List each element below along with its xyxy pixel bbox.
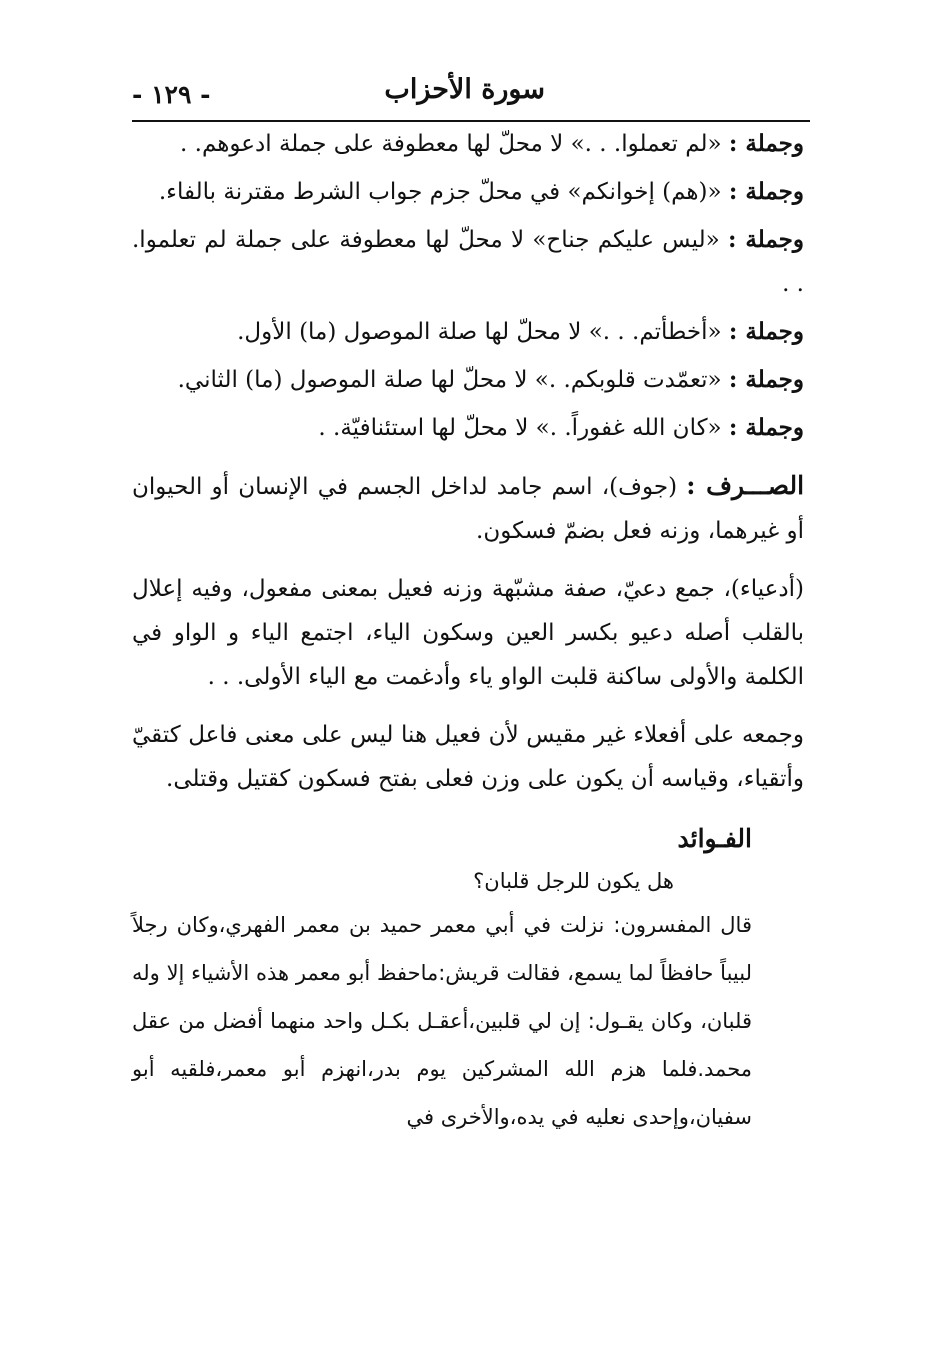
surah-title: سورة الأحزاب: [384, 74, 545, 105]
sarf-text: (جوف)، اسم جامد لداخل الجسم في الإنسان أو الحيوان أو غيرهما، وزنه فعل بضمّ فسكون.: [132, 474, 804, 544]
irab-entry-text: «(هم) إخوانكم» في محلّ جزم جواب الشرط مقترنة بالفاء.: [158, 179, 722, 205]
irab-entry: [132, 310, 804, 354]
body-text: [132, 122, 804, 1141]
irab-entry: [132, 358, 804, 402]
irab-entry: [132, 122, 804, 166]
irab-entry-text: «لم تعملوا. . .» لا محلّ لها معطوفة على جملة ادعوهم. .: [180, 131, 722, 157]
irab-entry-head: وجملة :: [728, 318, 804, 345]
irab-entry-text: «تعمّدت قلوبكم. .» لا محلّ لها صلة الموصول (ما) الثاني.: [177, 367, 722, 393]
irab-entry-text: «كان الله غفوراً. .» لا محلّ لها استئنافيّة. .: [318, 415, 722, 441]
irab-entry-head: وجملة :: [728, 130, 804, 157]
sarf-paragraph: [132, 464, 804, 553]
irab-entry: [132, 170, 804, 214]
sarf-paragraph: (أدعياء)، جمع دعيّ، صفة مشبّهة وزنه فعيل بمعنى مفعول، وفيه إعلال بالقلب أصله دعيو بكسر العين وسكون الياء، اجتمع الياء و الواو في الكلمة والأولى ساكنة قلبت الواو ياء وأدغمت مع الياء الأولى. . .: [132, 576, 805, 690]
irab-entry-head: وجملة :: [727, 226, 804, 253]
page-number: - ١٢٩ -: [132, 80, 211, 109]
fawaid-heading: الفـوائد: [677, 824, 752, 853]
irab-entry-head: وجملة :: [728, 414, 804, 441]
irab-entry-head: وجملة :: [728, 366, 804, 393]
irab-entry-text: «ليس عليكم جناح» لا محلّ لها معطوفة على جملة لم تعلموا. . .: [132, 227, 804, 297]
irab-entry: [132, 218, 804, 306]
fawaid-question: هل يكون للرجل قلبان؟: [473, 869, 674, 893]
page-header: [132, 68, 810, 120]
irab-entry-head: وجملة :: [728, 178, 804, 205]
sarf-paragraph: وجمعه على أفعلاء غير مقيس لأن فعيل هنا ليس على معنى فاعل كتقيّ وأتقياء، وقياسه أن يكون على وزن فعلى بفتح فسكون كقتيل وقتلى.: [132, 722, 804, 792]
sarf-heading: الصـــرف :: [686, 471, 805, 500]
irab-entry-text: «أخطأتم. . .» لا محلّ لها صلة الموصول (ما) الأول.: [237, 319, 722, 345]
fawaid-paragraph: قال المفسرون: نزلت في أبي معمر حميد بن معمر الفهري،وكان رجلاً لبيباً حافظاً لما يسمع، فقالت قريش:ماحفظ أبو معمر هذه الأشياء إلا وله قلبان، وكان يقـول: إن لي قلبين،أعقـل بكـل واحد منهما أفضل من عقل محمد.فلما هزم الله المشركين يوم بدر،انهزم أبو معمر،فلقيه أبو سفيان،وإحدى نعليه في يده،والأخرى في: [132, 913, 752, 1129]
irab-entry: [132, 406, 804, 450]
